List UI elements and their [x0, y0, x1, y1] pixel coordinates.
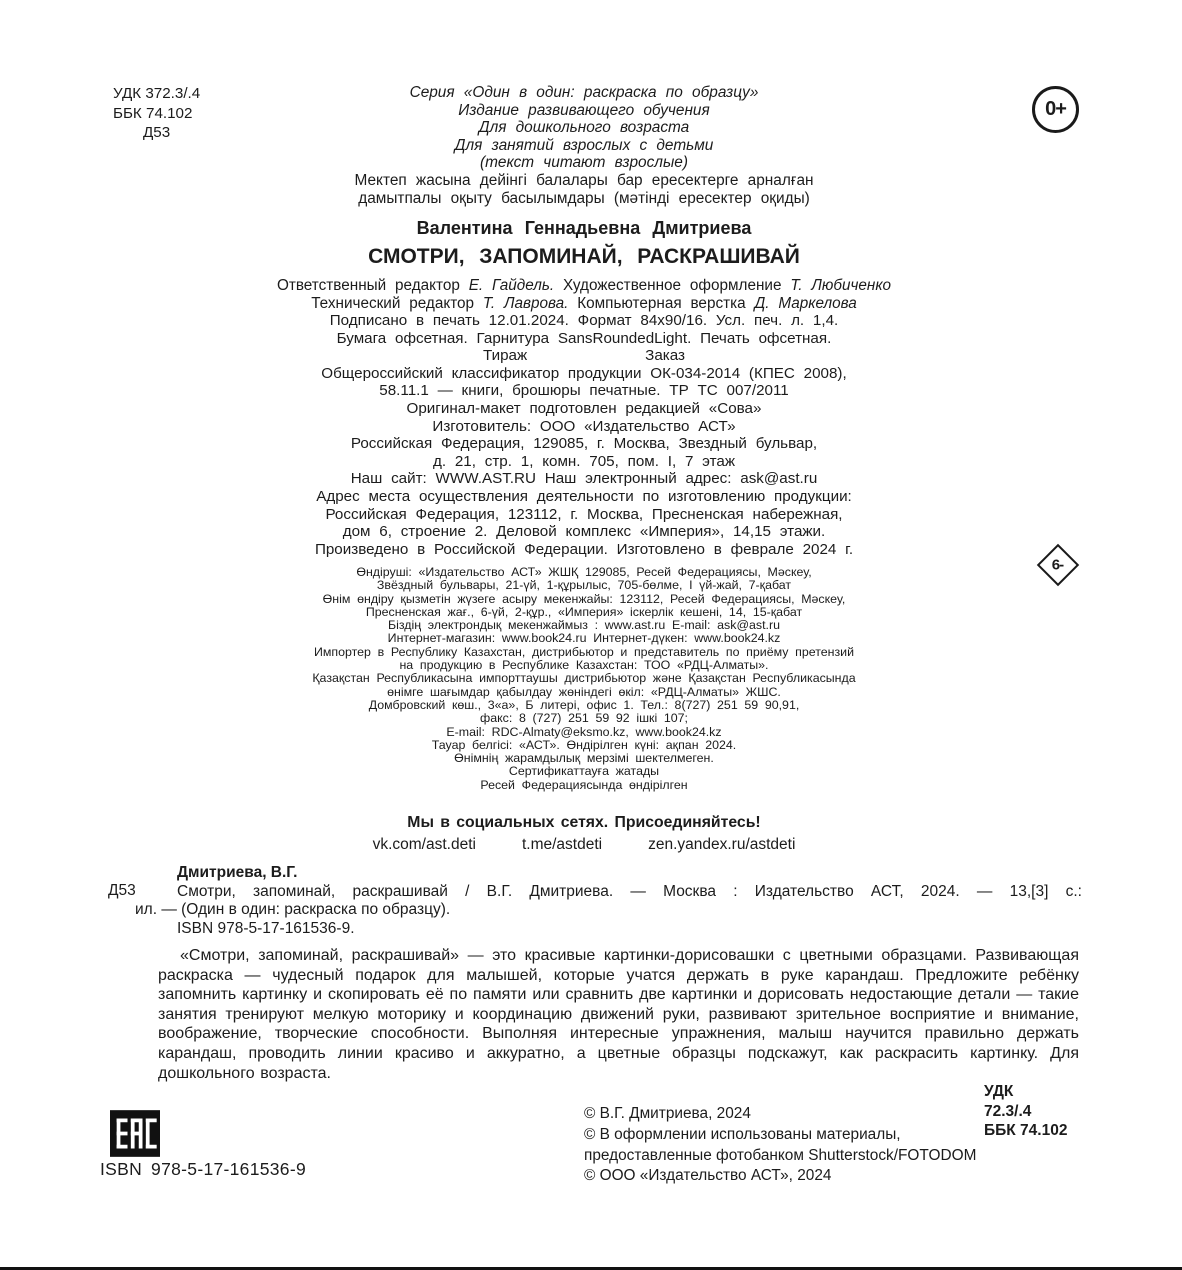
imprint-line: Произведено в Российской Федерации. Изготовлено в феврале 2024 г.	[314, 540, 854, 558]
copyright-block	[584, 1104, 976, 1187]
age-rating-0plus-label: 0+	[1045, 98, 1066, 120]
series-line-kazakh: Мектеп жасына дейінгі балалары бар ересектерге арналған	[354, 171, 814, 189]
social-link-vk: vk.com/ast.deti	[372, 836, 476, 853]
imprint-line: Изготовитель: ООО «Издательство АСТ»	[432, 417, 736, 435]
tirazh-label: Тираж	[483, 347, 528, 365]
catalog-card-block	[135, 864, 1082, 938]
catalog-description-line2: ил. — (Один в один: раскраска по образцу).	[135, 901, 451, 919]
imprint-kz-line: Пресненская жағ., 6-үй, 2-құр., «Империя» іскерлік кешені, 14, 15-қабат	[365, 604, 803, 619]
copyright-line: © ООО «Издательство АСТ», 2024	[584, 1167, 832, 1185]
age-rating-6minus-badge	[1037, 544, 1079, 586]
series-block	[160, 84, 1008, 207]
editor-name: Т. Лаврова.	[482, 294, 569, 312]
copyright-line: © В.Г. Дмитриева, 2024	[584, 1105, 751, 1122]
bibliographic-codes-bottom	[984, 1082, 1067, 1141]
imprint-kz-line: факс: 8 (727) 251 59 92 ішкі 107;	[480, 711, 688, 726]
imprint-line: Оригинал-макет подготовлен редакцией «Сова»	[406, 399, 762, 417]
imprint-kz-line: на продукцию в Республике Казахстан: ТОО «РДЦ-Алматы».	[399, 658, 769, 673]
editor-name: Д. Маркелова	[754, 294, 857, 312]
imprint-line: Бумага офсетная. Гарнитура SansRoundedLight. Печать офсетная.	[336, 329, 832, 347]
author-sign-code: Д53	[143, 124, 171, 141]
imprint-kz-line: Звёздный бульвары, 21-үй, 1-құрылыс, 705-бөлме, I үй-жай, 7-қабат	[376, 578, 792, 593]
imprint-kz-line: Қазақстан Республикасына импорттаушы дистрибьютор және Қазақстан Республикасында	[312, 671, 856, 686]
editor-name: Е. Гайдель.	[468, 277, 555, 294]
book-title: СМОТРИ, ЗАПОМИНАЙ, РАСКРАШИВАЙ	[368, 245, 800, 268]
imprint-kz-line: Біздің электрондық мекенжаймыз : www.ast.ru E-mail: ask@ast.ru	[387, 618, 781, 633]
imprint-line: Наш сайт: WWW.AST.RU Наш электронный адрес: ask@ast.ru	[350, 470, 818, 488]
editors-line	[160, 295, 1008, 313]
bbk-value: ББК 74.102	[984, 1122, 1068, 1139]
imprint-kz-line: E-mail: RDC-Almaty@eksmo.kz, www.book24.kz	[446, 724, 722, 739]
isbn-bottom: ISBN 978-5-17-161536-9	[100, 1159, 306, 1179]
imprint-kz-line: өнімге шағымдар қабылдау жөніндегі өкіл: «РДЦ-Алматы» ЖШС.	[387, 684, 781, 699]
editors-line	[160, 277, 1008, 295]
udk-value: 72.3/.4	[984, 1102, 1032, 1120]
editor-role: Технический редактор	[311, 294, 483, 312]
series-line: Серия «Один в один: раскраска по образцу»	[409, 84, 759, 101]
imprint-line: дом 6, строение 2. Деловой комплекс «Империя», 14,15 этажи.	[342, 523, 826, 541]
imprint-line: 58.11.1 — книги, брошюры печатные. ТР ТС 007/2011	[379, 382, 789, 400]
series-line: Для занятий взрослых с детьми	[454, 136, 714, 154]
catalog-isbn: ISBN 978-5-17-161536-9.	[177, 919, 355, 937]
social-links-row	[160, 836, 1008, 854]
print-run-row	[160, 347, 1008, 365]
imprint-kz-line: Импортер в Республику Казахстан, дистрибьютор и представитель по приёму претензий	[313, 644, 854, 659]
imprint-kz-line: Интернет-магазин: www.book24.ru Интернет-дүкен: www.book24.kz	[387, 631, 781, 646]
annotation-paragraph: «Смотри, запоминай, раскрашивай» — это красивые картинки-дорисовашки с цветными образцами. Развивающая раскраска — чудесный подарок для малышей, которые учатся держать в руке карандаш. Предложите ребёнку запомнить картинку и скопировать её по памяти или сравнить две картинки и дорисовать недостающие детали — такие занятия тренируют мелкую моторику и координацию движений руки, развивают зрительное восприятие и внимание, воображение, творческие способности. Выполняя интересные упражнения, малыш научится правильно держать карандаш, проводить линии красиво и аккуратно, а цветные образцы подскажут, как раскрасить картинку. Для дошкольного возраста.	[158, 947, 1079, 1082]
imprint-kz-line: Өндіруші: «Издательство АСТ» ЖШҚ 129085, Ресей Федерациясы, Мәскеу,	[356, 565, 812, 579]
social-heading: Мы в социальных сетях. Присоединяйтесь!	[407, 814, 761, 831]
udk-code: УДК 372.3/.4	[113, 85, 201, 102]
zakaz-label: Заказ	[645, 347, 685, 365]
imprint-line: Адрес места осуществления деятельности по изготовлению продукции:	[316, 487, 852, 505]
editors-block	[160, 277, 1008, 312]
imprint-line: Подписано в печать 12.01.2024. Формат 84х90/16. Усл. печ. л. 1,4.	[329, 312, 839, 329]
series-line: Для дошкольного возраста	[478, 119, 690, 137]
imprint-line: Общероссийский классификатор продукции ОК-034-2014 (КПЕС 2008),	[321, 364, 847, 382]
series-line: (текст читают взрослые)	[479, 154, 688, 172]
imprint-kz-line: Өнімнің жарамдылық мерзімі шектелмеген.	[454, 751, 714, 766]
imprint-kz-line: Тауар белгісі: «АСТ». Өндірілген күні: ақпан 2024.	[431, 737, 737, 752]
imprint-line: д. 21, стр. 1, комн. 705, пом. I, 7 этаж	[433, 452, 735, 470]
imprint-line: Российская Федерация, 123112, г. Москва, Пресненская набережная,	[325, 505, 843, 523]
bbk-code: ББК 74.102	[113, 104, 193, 122]
editor-role: Компьютерная верстка	[568, 294, 755, 312]
imprint-kazakh-block	[160, 566, 1008, 792]
series-line-kazakh: дамытпалы оқыту басылымдары (мәтінді ересектер оқиды)	[358, 189, 810, 207]
eac-mark-icon	[110, 1110, 160, 1157]
editor-role: Художественное оформление	[554, 277, 791, 294]
editor-role: Ответственный редактор	[276, 277, 469, 294]
catalog-description-line1: Смотри, запоминай, раскрашивай / В.Г. Дмитриева. — Москва : Издательство АСТ, 2024. — 13,[3] с.:	[177, 882, 1082, 900]
imprint-kz-line: Домбровский көш., 3«а», Б литері, офис 1. Тел.: 8(727) 251 59 90,91,	[368, 697, 800, 712]
imprint-kz-line: Өнім өндіру қызметін жүзеге асыру мекенжайы: 123112, Ресей Федерациясы, Мәскеу,	[322, 591, 846, 606]
series-line: Издание развивающего обучения	[458, 101, 710, 119]
imprint-line: Российская Федерация, 129085, г. Москва, Звездный бульвар,	[350, 435, 818, 453]
social-link-telegram: t.me/astdeti	[521, 836, 603, 853]
author-full-name: Валентина Геннадьевна Дмитриева	[416, 218, 752, 238]
editor-name: Т. Любиченко	[790, 277, 892, 294]
copyright-line: предоставленные фотобанком Shutterstock/FOTODOM	[584, 1146, 977, 1164]
catalog-author-sign-code: Д53	[108, 882, 136, 899]
catalog-author: Дмитриева, В.Г.	[177, 864, 298, 881]
udk-label: УДК	[984, 1083, 1014, 1100]
imprint-kz-line: Ресей Федерациясында өндірілген	[480, 777, 688, 792]
imprint-kz-line: Сертификаттауға жатады	[508, 764, 660, 779]
age-rating-0plus-badge	[1032, 86, 1079, 133]
imprint-russian-block	[160, 312, 1008, 558]
copyright-line: © В оформлении использованы материалы,	[584, 1125, 901, 1143]
social-link-zen: zen.yandex.ru/astdeti	[648, 836, 796, 853]
age-rating-6minus-label: 6-	[1052, 556, 1064, 574]
